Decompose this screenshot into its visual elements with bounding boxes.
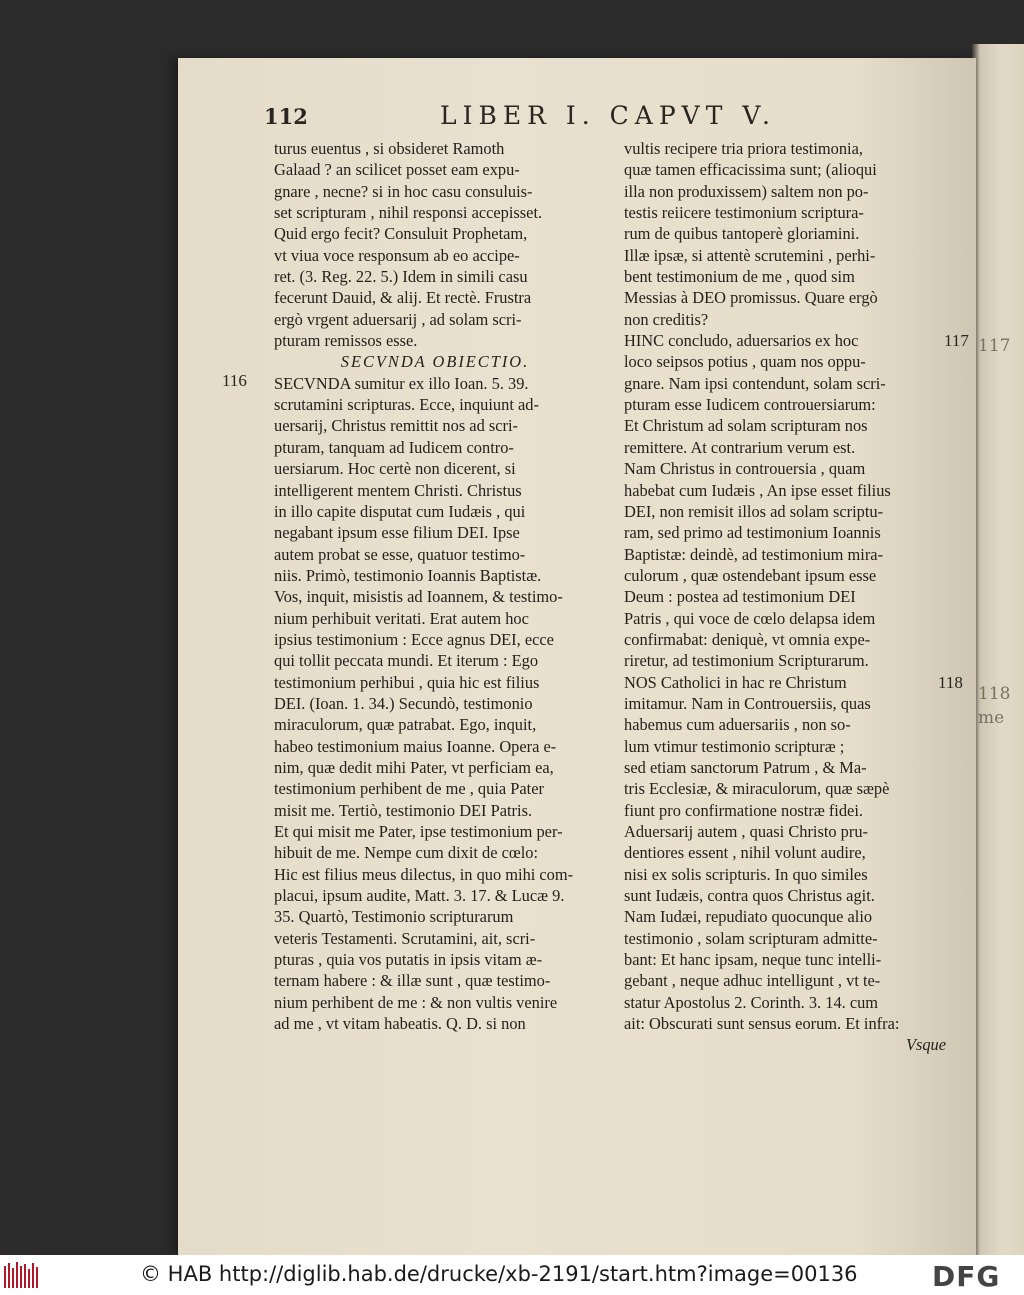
left-column-line: DEI. (Ioan. 1. 34.) Secundò, testimonio (274, 693, 533, 713)
left-column-line: fecerunt Dauid, & alij. Et rectè. Frustra (274, 288, 532, 308)
left-column-line: nium perhibuit veritati. Erat autem hoc (274, 608, 529, 628)
right-column-line: pturam esse Iudicem controuersiarum: (624, 395, 876, 415)
left-column-line: nium perhibent de me : & non vultis venire (274, 992, 558, 1012)
right-column-line: sed etiam sanctorum Patrum , & Ma- (624, 757, 867, 777)
right-column-line: ait: Obscurati sunt sensus eorum. Et infra: (624, 1014, 900, 1034)
hab-logo-icon (2, 1260, 42, 1290)
left-column-line: miraculorum, quæ patrabat. Ego, inquit, (274, 715, 537, 735)
right-column-line: habemus cum aduersariis , non so- (624, 715, 851, 735)
right-column-line: loco seipsos potius , quam nos oppu- (624, 352, 866, 372)
right-column-line: culorum , quæ ostendebant ipsum esse (624, 565, 877, 585)
left-text-column (274, 138, 596, 1034)
left-column-line: gnare , necne? si in hoc casu consuluis- (274, 181, 533, 201)
catchword: Vsque (905, 1035, 946, 1055)
left-column-line: uersarij, Christus remittit nos ad scri- (274, 416, 518, 436)
left-column-line: placui, ipsum audite, Matt. 3. 17. & Lucæ 9. (274, 886, 565, 906)
right-column-line: remittere. At contrarium verum est. (624, 437, 856, 457)
left-column-line: ret. (3. Reg. 22. 5.) Idem in simili casu (274, 267, 528, 287)
left-column-line: ipsius testimonium : Ecce agnus DEI, ecce (274, 629, 554, 649)
margin-number: 118 (938, 673, 963, 692)
right-column-line: tris Ecclesiæ, & miraculorum, quæ sæpè (624, 779, 890, 799)
left-column-line: misit me. Tertiò, testimonio DEI Patris. (274, 800, 533, 820)
left-column-line: ternam habere : & illæ sunt , quæ testimo- (274, 971, 551, 991)
right-column-line: statur Apostolus 2. Corinth. 3. 14. cum (624, 992, 879, 1012)
right-column-line: illa non produxissem) saltem non po- (624, 181, 869, 201)
left-column-line: Hic est filius meus dilectus, in quo mihi com- (274, 864, 574, 884)
right-column-line: Et Christum ad solam scripturam nos (624, 416, 868, 436)
right-column-line: non creditis? (624, 309, 709, 329)
right-column-line: Nam Christus in controuersia , quam (624, 459, 866, 479)
left-column-line: SECVNDA sumitur ex illo Ioan. 5. 39. (274, 373, 529, 393)
left-column-line: ad me , vt vitam habeatis. Q. D. si non (274, 1014, 526, 1034)
left-column-line: veteris Testamenti. Scrutamini, ait, scri- (274, 928, 536, 948)
left-column-line: testimonium perhibui , quia hic est filius (274, 672, 540, 692)
left-column-line: nim, quæ dedit mihi Pater, vt perficiam ea, (274, 757, 554, 777)
right-column-line: rum de quibus tantoperè gloriamini. (624, 224, 860, 244)
facing-page-fragment: 117 (978, 336, 1011, 356)
right-column-line: NOS Catholici in hac re Christum (624, 672, 847, 692)
left-column-line: Vos, inquit, misistis ad Ioannem, & testimo- (274, 587, 563, 607)
running-head: LIBER I. CAPVT V. (440, 101, 776, 130)
left-column-line: habeo testimonium maius Ioanne. Opera e- (274, 736, 557, 756)
right-column-line: nisi ex solis scripturis. In quo similes (624, 864, 868, 884)
left-column-line: 35. Quartò, Testimonio scripturarum (274, 907, 514, 927)
right-column-line: habebat cum Iudæis , An ipse esset filius (624, 480, 891, 500)
right-text-column (624, 138, 946, 1056)
right-column-line: Baptistæ: deindè, ad testimonium mira- (624, 544, 884, 564)
right-column-line: gnare. Nam ipsi contendunt, solam scri- (624, 373, 886, 393)
left-column-line: set scripturam , nihil responsi accepisset. (274, 203, 543, 223)
left-column-line: autem probat se esse, quatuor testimo- (274, 544, 526, 564)
right-column-line: ram, sed primo ad testimonium Ioannis (624, 523, 881, 543)
right-column-line: fiunt pro confirmatione nostræ fidei. (624, 800, 863, 820)
right-column-line: sunt Iudæis, contra quos Christus agit. (624, 886, 875, 906)
page-number: 112 (264, 104, 308, 129)
right-column-line: DEI, non remisit illos ad solam scriptu- (624, 501, 884, 521)
right-column-line: imitamur. Nam in Controuersiis, quas (624, 693, 871, 713)
right-column-line: testimonio , solam scripturam admitte- (624, 928, 878, 948)
left-column-line: hibuit de me. Nempe cum dixit de cœlo: (274, 843, 539, 863)
left-column-line: Galaad ? an scilicet posset eam expu- (274, 160, 520, 180)
copyright-url[interactable]: © HAB http://diglib.hab.de/drucke/xb-2191/start.htm?image=00136 (140, 1262, 858, 1286)
right-column-line: bant: Et hanc ipsam, neque tunc intelli- (624, 950, 882, 970)
left-column-line: qui tollit peccata mundi. Et iterum : Ego (274, 651, 539, 671)
left-column-line: turus euentus , si obsideret Ramoth (274, 139, 505, 158)
left-column-line: negabant ipsum esse filium DEI. Ipse (274, 523, 520, 543)
right-column-line: confirmabat: deniquè, vt omnia expe- (624, 629, 871, 649)
book-page (178, 58, 976, 1255)
facing-page-fragment: 118 (978, 684, 1011, 704)
left-column-line: scrutamini scripturas. Ecce, inquiunt ad- (274, 395, 539, 415)
left-column-line: pturam, tanquam ad Iudicem contro- (274, 437, 514, 457)
margin-number: 116 (222, 371, 247, 390)
right-column-line: Aduersarij autem , quasi Christo pru- (624, 822, 868, 841)
left-column-line: intelligerent mentem Christi. Christus (274, 480, 522, 500)
left-column-line: pturas , quia vos putatis in ipsis vitam æ- (274, 950, 543, 970)
right-column-line: Patris , qui voce de cœlo delapsa idem (624, 608, 876, 628)
viewer-footer (0, 1255, 1024, 1295)
left-column-line: uersiarum. Hoc certè non dicerent, si (274, 459, 516, 479)
left-column-line: testimonium perhibent de me , quia Pater (274, 779, 544, 799)
left-column-line: Et qui misit me Pater, ipse testimonium per- (274, 822, 563, 841)
dfg-logo: DFG (932, 1260, 1001, 1293)
left-column-line: Quid ergo fecit? Consuluit Prophetam, (274, 224, 528, 244)
left-column-line: in illo capite disputat cum Iudæis , qui (274, 501, 526, 521)
left-column-line: ergò vrgent aduersarij , ad solam scri- (274, 309, 522, 329)
right-column-line: Deum : postea ad testimonium DEI (624, 587, 856, 607)
facing-page-fragment: me (978, 708, 1005, 728)
right-column-line: riretur, ad testimonium Scripturarum. (624, 651, 869, 671)
facing-page-edge (972, 44, 1024, 1255)
page-header (178, 101, 976, 131)
right-column-line: vultis recipere tria priora testimonia, (624, 139, 863, 158)
right-column-line: bent testimonium de me , quod sim (624, 267, 855, 287)
right-column-line: gebant , neque adhuc intelligunt , vt te- (624, 971, 881, 991)
right-column-line: Illæ ipsæ, si attentè scrutemini , perhi- (624, 245, 876, 265)
right-column-line: lum vtimur testimonio scripturæ ; (624, 736, 845, 756)
right-column-line: testis reiicere testimonium scriptura- (624, 203, 864, 223)
right-column-line: quæ tamen efficacissima sunt; (alioqui (624, 160, 877, 180)
right-column-line: Messias à DEO promissus. Quare ergò (624, 288, 878, 308)
left-column-line: niis. Primò, testimonio Ioannis Baptistæ. (274, 565, 542, 585)
left-column-line: vt viua voce responsum ab eo accipe- (274, 245, 520, 265)
right-column-line: HINC concludo, aduersarios ex hoc (624, 331, 859, 351)
section-heading: SECVNDA OBIECTIO. (340, 352, 530, 372)
right-column-line: dentiores essent , nihil volunt audire, (624, 843, 866, 863)
left-column-line: pturam remissos esse. (274, 331, 418, 351)
margin-number: 117 (944, 331, 969, 350)
right-column-line: Nam Iudæi, repudiato quocunque alio (624, 907, 873, 927)
